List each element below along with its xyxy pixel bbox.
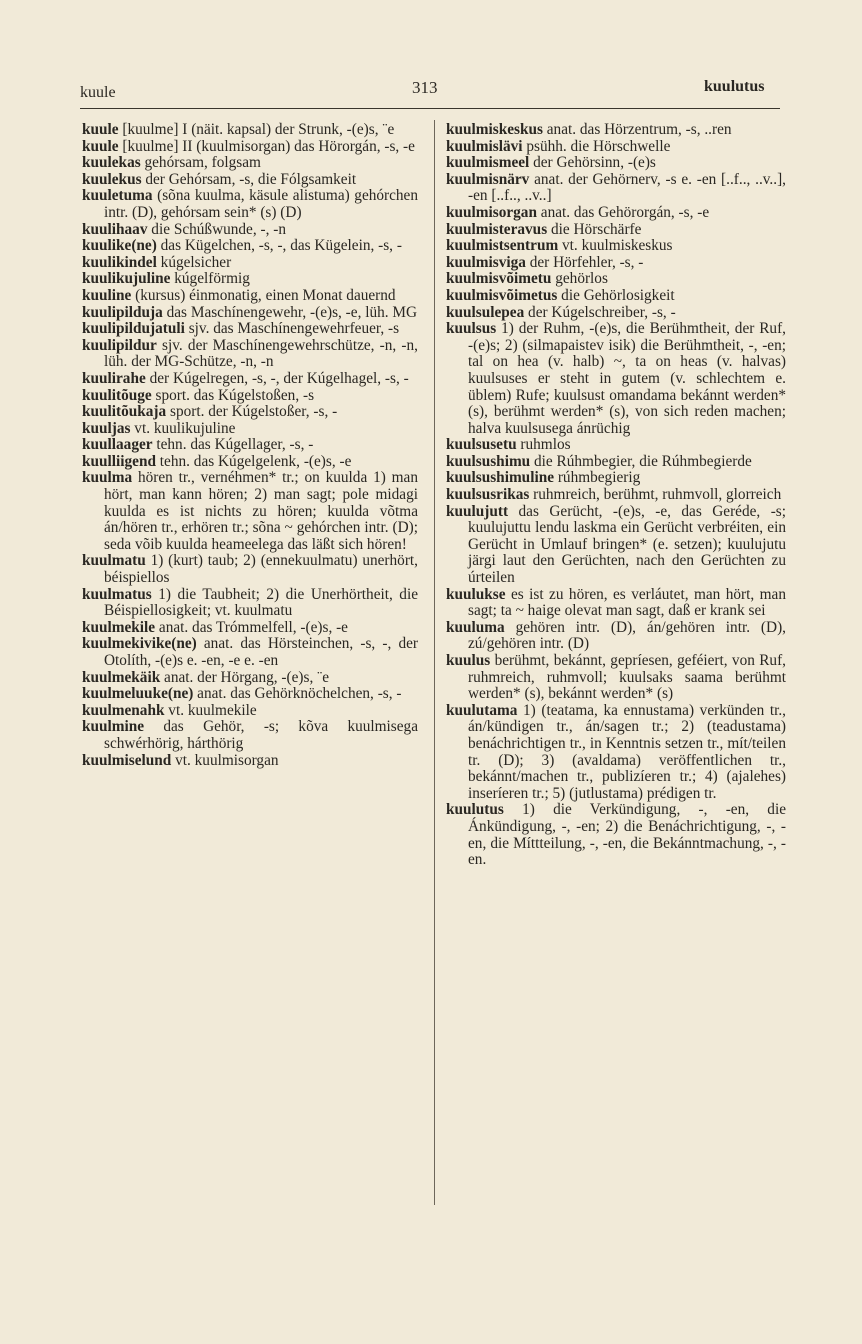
dictionary-entry <box>446 222 786 239</box>
entry-definition: die Gehörlosigkeit <box>557 286 675 304</box>
dictionary-entry <box>82 222 418 239</box>
entry-headword: kuulipildur <box>82 336 157 354</box>
entry-definition: kúgelförmig <box>170 270 250 288</box>
dictionary-entry <box>82 122 418 139</box>
entry-headword: kuulukse <box>446 585 506 603</box>
entry-definition: 1) (kurt) taub; 2) (ennekuulmatu) unerhört, béispiellos <box>104 552 418 587</box>
entry-definition: (sõna kuulma, käsule alistuma) gehórchen intr. (D), gehórsam sein* (s) (D) <box>104 187 418 221</box>
entry-headword: kuulmine <box>82 718 145 736</box>
entry-definition: anat. der Hörgang, -(e)s, ¨e <box>160 668 329 686</box>
entry-headword: kuulma <box>82 469 133 487</box>
entry-headword: kuulsusrikas <box>446 486 530 504</box>
page-number: 313 <box>412 78 438 97</box>
dictionary-entry <box>446 620 786 653</box>
entry-headword: kuuletuma <box>82 187 153 205</box>
dictionary-entry <box>446 305 786 322</box>
entry-definition: das Gerücht, -(e)s, -e, das Geréde, -s; kuulujuttu lendu laskma ein Gerücht verbréiten, ein Gerücht in Umlauf bringen* (e. setzen); kuulujutu järgi laut den Gerüchten, nach den Gerüchten zu úrteilen <box>468 502 786 587</box>
entry-definition: die Rúhmbegier, die Rúhmbegierde <box>530 452 752 470</box>
dictionary-entry <box>82 587 418 620</box>
dictionary-entry <box>446 139 786 156</box>
entry-headword: kuulujutt <box>446 502 509 520</box>
dictionary-entry <box>82 636 418 669</box>
dictionary-entry <box>446 155 786 172</box>
entry-headword: kuulike(ne) <box>82 237 157 255</box>
header-left-guide-word: kuule <box>80 84 116 101</box>
entry-definition: rúhmbegierig <box>554 469 641 487</box>
entry-definition: gehörlos <box>551 270 608 288</box>
dictionary-entry <box>446 122 786 139</box>
entry-headword: kuulmekile <box>82 618 156 636</box>
entry-definition: der Hörfehler, -s, - <box>525 253 644 271</box>
dictionary-entry <box>82 404 418 421</box>
entry-headword: kuulihaav <box>82 220 148 238</box>
dictionary-entry <box>446 288 786 305</box>
dictionary-entry <box>446 703 786 803</box>
entry-headword: kuulmisvõimetu <box>446 270 552 288</box>
dictionary-entry <box>82 238 418 255</box>
dictionary-entry <box>446 271 786 288</box>
entry-definition: hören tr., vernéhmen* tr.; on kuulda 1) man hört, man kann hören; 2) man sagt; pole midagi kuulda es ist nichts zu hören; kuulda võtma án/hören tr., erhören tr.; sõna ~ gehórchen intr. (D); seda võib kuulda heameelega das läßt sich hören! <box>104 469 418 553</box>
dictionary-entry <box>82 686 418 703</box>
entry-definition: sjv. der Maschínengewehrschütze, -n, -n, lüh. der MG-Schütze, -n, -n <box>104 336 418 371</box>
entry-headword: kuulmekäik <box>82 668 161 686</box>
entry-definition: 1) die Verkündigung, -, -en, die Ánkündigung, -, -en; 2) die Benáchrichtigung, -, -en, die Míttteilung, -, -en, die Bekánntmachung, -, -en. <box>468 801 786 869</box>
dictionary-entry <box>82 437 418 454</box>
dictionary-entry <box>446 255 786 272</box>
entry-definition: der Kúgelregen, -s, -, der Kúgelhagel, -s, - <box>145 369 409 387</box>
header-rule <box>80 108 780 109</box>
entry-headword: kuulmisnärv <box>446 170 530 188</box>
entry-definition: das Gehör, -s; kõva kuulmisega schwérhörig, hárthörig <box>104 718 418 752</box>
entry-headword: kuulmeluuke(ne) <box>82 685 194 703</box>
entry-headword: kuulirahe <box>82 369 146 387</box>
entry-definition: (kursus) éinmonatig, einen Monat dauernd <box>131 286 396 304</box>
entry-headword: kuulsushimuline <box>446 469 554 487</box>
entry-headword: kuullaager <box>82 436 153 454</box>
entry-headword: kuulekas <box>82 154 141 172</box>
entry-definition: anat. das Trómmelfell, -(e)s, -e <box>155 618 348 636</box>
dictionary-entry <box>82 155 418 172</box>
dictionary-entry <box>82 719 418 752</box>
entry-headword: kuulsushimu <box>446 452 531 470</box>
entry-definition: ruhmreich, berühmt, ruhmvoll, glorreich <box>529 486 782 504</box>
entry-headword: kuule <box>82 137 119 155</box>
entry-definition: der Gehórsam, -s, die Fólgsamkeit <box>141 170 357 188</box>
entry-definition: 1) die Taubheit; 2) die Unerhörtheit, die Béispiellosigkeit; vt. kuulmatu <box>104 585 418 620</box>
dictionary-entry <box>446 504 786 587</box>
entry-headword: kuulmismeel <box>446 154 530 172</box>
entry-headword: kuulmistsentrum <box>446 237 559 255</box>
entry-headword: kuuluma <box>446 618 505 636</box>
entry-definition: tehn. das Kúgelgelenk, -(e)s, -e <box>155 452 352 470</box>
entry-headword: kuulmisteravus <box>446 220 548 238</box>
dictionary-entry <box>446 587 786 620</box>
entry-definition: 1) (teatama, ka ennustama) verkünden tr., án/kündigen tr., án/sagen tr.; 2) (teadustama) benáchrichtigen tr., in Kenntnis setzen tr., mít/teilen tr. (D); 3) (avaldama) veröffentlichen tr., bekánnt/machen tr., publizíeren tr.; 4) (ajalehes) inseríeren tr.; 5) (jutlustama) prédigen tr. <box>468 701 786 802</box>
entry-definition: vt. kuulmiskeskus <box>558 237 673 255</box>
entry-headword: kuuljas <box>82 419 131 437</box>
entry-headword: kuulmiskeskus <box>446 121 543 138</box>
dictionary-entry <box>82 271 418 288</box>
dictionary-entry <box>82 421 418 438</box>
dictionary-entry <box>446 454 786 471</box>
dictionary-entry <box>82 470 418 553</box>
dictionary-entry <box>446 487 786 504</box>
dictionary-entry <box>446 653 786 703</box>
entry-headword: kuulus <box>446 652 491 669</box>
dictionary-entry <box>82 553 418 586</box>
dictionary-entry <box>82 305 418 322</box>
entry-definition: ruhmlos <box>516 436 571 454</box>
entry-headword: kuulitõukaja <box>82 403 167 421</box>
entry-headword: kuulmekivike(ne) <box>82 635 197 653</box>
entry-headword: kuulmisviga <box>446 253 526 271</box>
entry-headword: kuulutus <box>446 801 504 819</box>
dictionary-entry <box>446 205 786 222</box>
entry-definition: gehórsam, folgsam <box>140 154 261 172</box>
dictionary-entry <box>82 188 418 221</box>
entry-headword: kuulmatus <box>82 585 152 603</box>
entry-headword: kuulmislävi <box>446 137 523 155</box>
dictionary-entry <box>82 321 418 338</box>
dictionary-entry <box>82 288 418 305</box>
entry-definition: die Schúßwunde, -, -n <box>147 220 286 238</box>
dictionary-entry <box>82 139 418 156</box>
entry-headword: kuulliigend <box>82 452 156 470</box>
entry-definition: gehören intr. (D), án/gehören intr. (D), zú/gehören intr. (D) <box>468 618 786 653</box>
header-right-guide-word: kuulutus <box>704 78 765 95</box>
entry-definition: kúgelsicher <box>156 253 232 271</box>
entry-headword: kuuline <box>82 286 132 304</box>
entry-headword: kuulekus <box>82 170 142 188</box>
dictionary-entry <box>446 802 786 868</box>
dictionary-entry <box>446 437 786 454</box>
entry-headword: kuulutama <box>446 701 518 719</box>
dictionary-entry <box>82 388 418 405</box>
entry-definition: [kuulme] I (näit. kapsal) der Strunk, -(e)s, ¨e <box>118 121 395 138</box>
entry-definition: psühh. die Hörschwelle <box>522 137 671 155</box>
entry-definition: das Maschínengewehr, -(e)s, -e, lüh. MG <box>162 303 418 321</box>
entry-headword: kuulikindel <box>82 253 157 271</box>
entry-definition: das Kügelchen, -s, -, das Kügelein, -s, - <box>156 237 402 255</box>
entry-definition: vt. kuulikujuline <box>130 419 236 437</box>
entry-definition: anat. der Gehörnerv, -s e. -en [..f.., ..v..], -en [..f.., ..v..] <box>468 170 786 205</box>
dictionary-entry <box>82 620 418 637</box>
entry-definition: berühmt, bekánnt, gepríesen, geféiert, von Ruf, ruhmreich, ruhmvoll; kuulsaks saama berühmt werden* (s), bekánnt werden* (s) <box>468 652 786 703</box>
dictionary-entry <box>446 321 786 437</box>
entry-headword: kuulsus <box>446 320 497 338</box>
dictionary-entry <box>82 338 418 371</box>
entry-headword: kuulitõuge <box>82 386 152 404</box>
entry-definition: anat. das Hörzentrum, -s, ..ren <box>542 121 732 138</box>
entry-headword: kuule <box>82 121 119 138</box>
right-column <box>446 122 786 869</box>
entry-definition: tehn. das Kúgellager, -s, - <box>152 436 314 454</box>
entry-definition: die Hörschärfe <box>547 220 642 238</box>
dictionary-entry <box>82 703 418 720</box>
entry-definition: der Gehörsinn, -(e)s <box>529 154 656 172</box>
entry-definition: vt. kuulmisorgan <box>171 751 279 769</box>
entry-definition: anat. das Gehörorgán, -s, -e <box>536 203 710 221</box>
entry-definition: [kuulme] II (kuulmisorgan) das Hörorgán, -s, -e <box>118 137 415 155</box>
entry-headword: kuulmisvõimetus <box>446 286 558 304</box>
dictionary-entry <box>82 371 418 388</box>
entry-headword: kuulmisorgan <box>446 203 537 221</box>
entry-definition: der Kúgelschreiber, -s, - <box>524 303 676 321</box>
entry-definition: sport. das Kúgelstoßen, -s <box>151 386 315 404</box>
column-separator <box>434 120 435 1205</box>
dictionary-entry <box>82 670 418 687</box>
entry-headword: kuulmiselund <box>82 751 172 769</box>
entry-definition: vt. kuulmekile <box>164 701 257 719</box>
dictionary-entry <box>82 753 418 770</box>
dictionary-entry <box>82 172 418 189</box>
entry-headword: kuulipildujatuli <box>82 320 185 338</box>
entry-headword: kuulsusetu <box>446 436 517 454</box>
entry-headword: kuulikujuline <box>82 270 171 288</box>
entry-headword: kuulipilduja <box>82 303 163 321</box>
entry-headword: kuulmatu <box>82 552 146 570</box>
dictionary-entry <box>446 470 786 487</box>
entry-definition: sjv. das Maschínengewehrfeuer, -s <box>184 320 400 338</box>
dictionary-entry <box>82 454 418 471</box>
dictionary-entry <box>446 172 786 205</box>
entry-definition: anat. das Hörsteinchen, -s, -, der Otolíth, -(e)s e. -en, -e e. -en <box>104 635 418 669</box>
entry-definition: anat. das Gehörknöchelchen, -s, - <box>193 685 402 703</box>
entry-headword: kuulsulepea <box>446 303 525 321</box>
dictionary-entry <box>446 238 786 255</box>
entry-headword: kuulmenahk <box>82 701 165 719</box>
left-column <box>82 122 418 769</box>
entry-definition: sport. der Kúgelstoßer, -s, - <box>166 403 338 421</box>
dictionary-entry <box>82 255 418 272</box>
entry-definition: es ist zu hören, es verláutet, man hört, man sagt; ta ~ haige olevat man sagt, daß er krank sei <box>468 585 786 620</box>
entry-definition: 1) der Ruhm, -(e)s, die Berühmtheit, der Ruf, -(e)s; 2) (silmapaistev isik) die Berühmtheit, -, -en; tal on hea (v. halb) ~, ta on heas (v. halvas) kuulsuses er steht in gutem (v. schlechtem e. üblem) Rufe; kuulsust omandama bekánnt werden* (s), berühmt werden* (s), von sich reden machen; halva kuulsusega ánrüchig <box>468 320 786 437</box>
